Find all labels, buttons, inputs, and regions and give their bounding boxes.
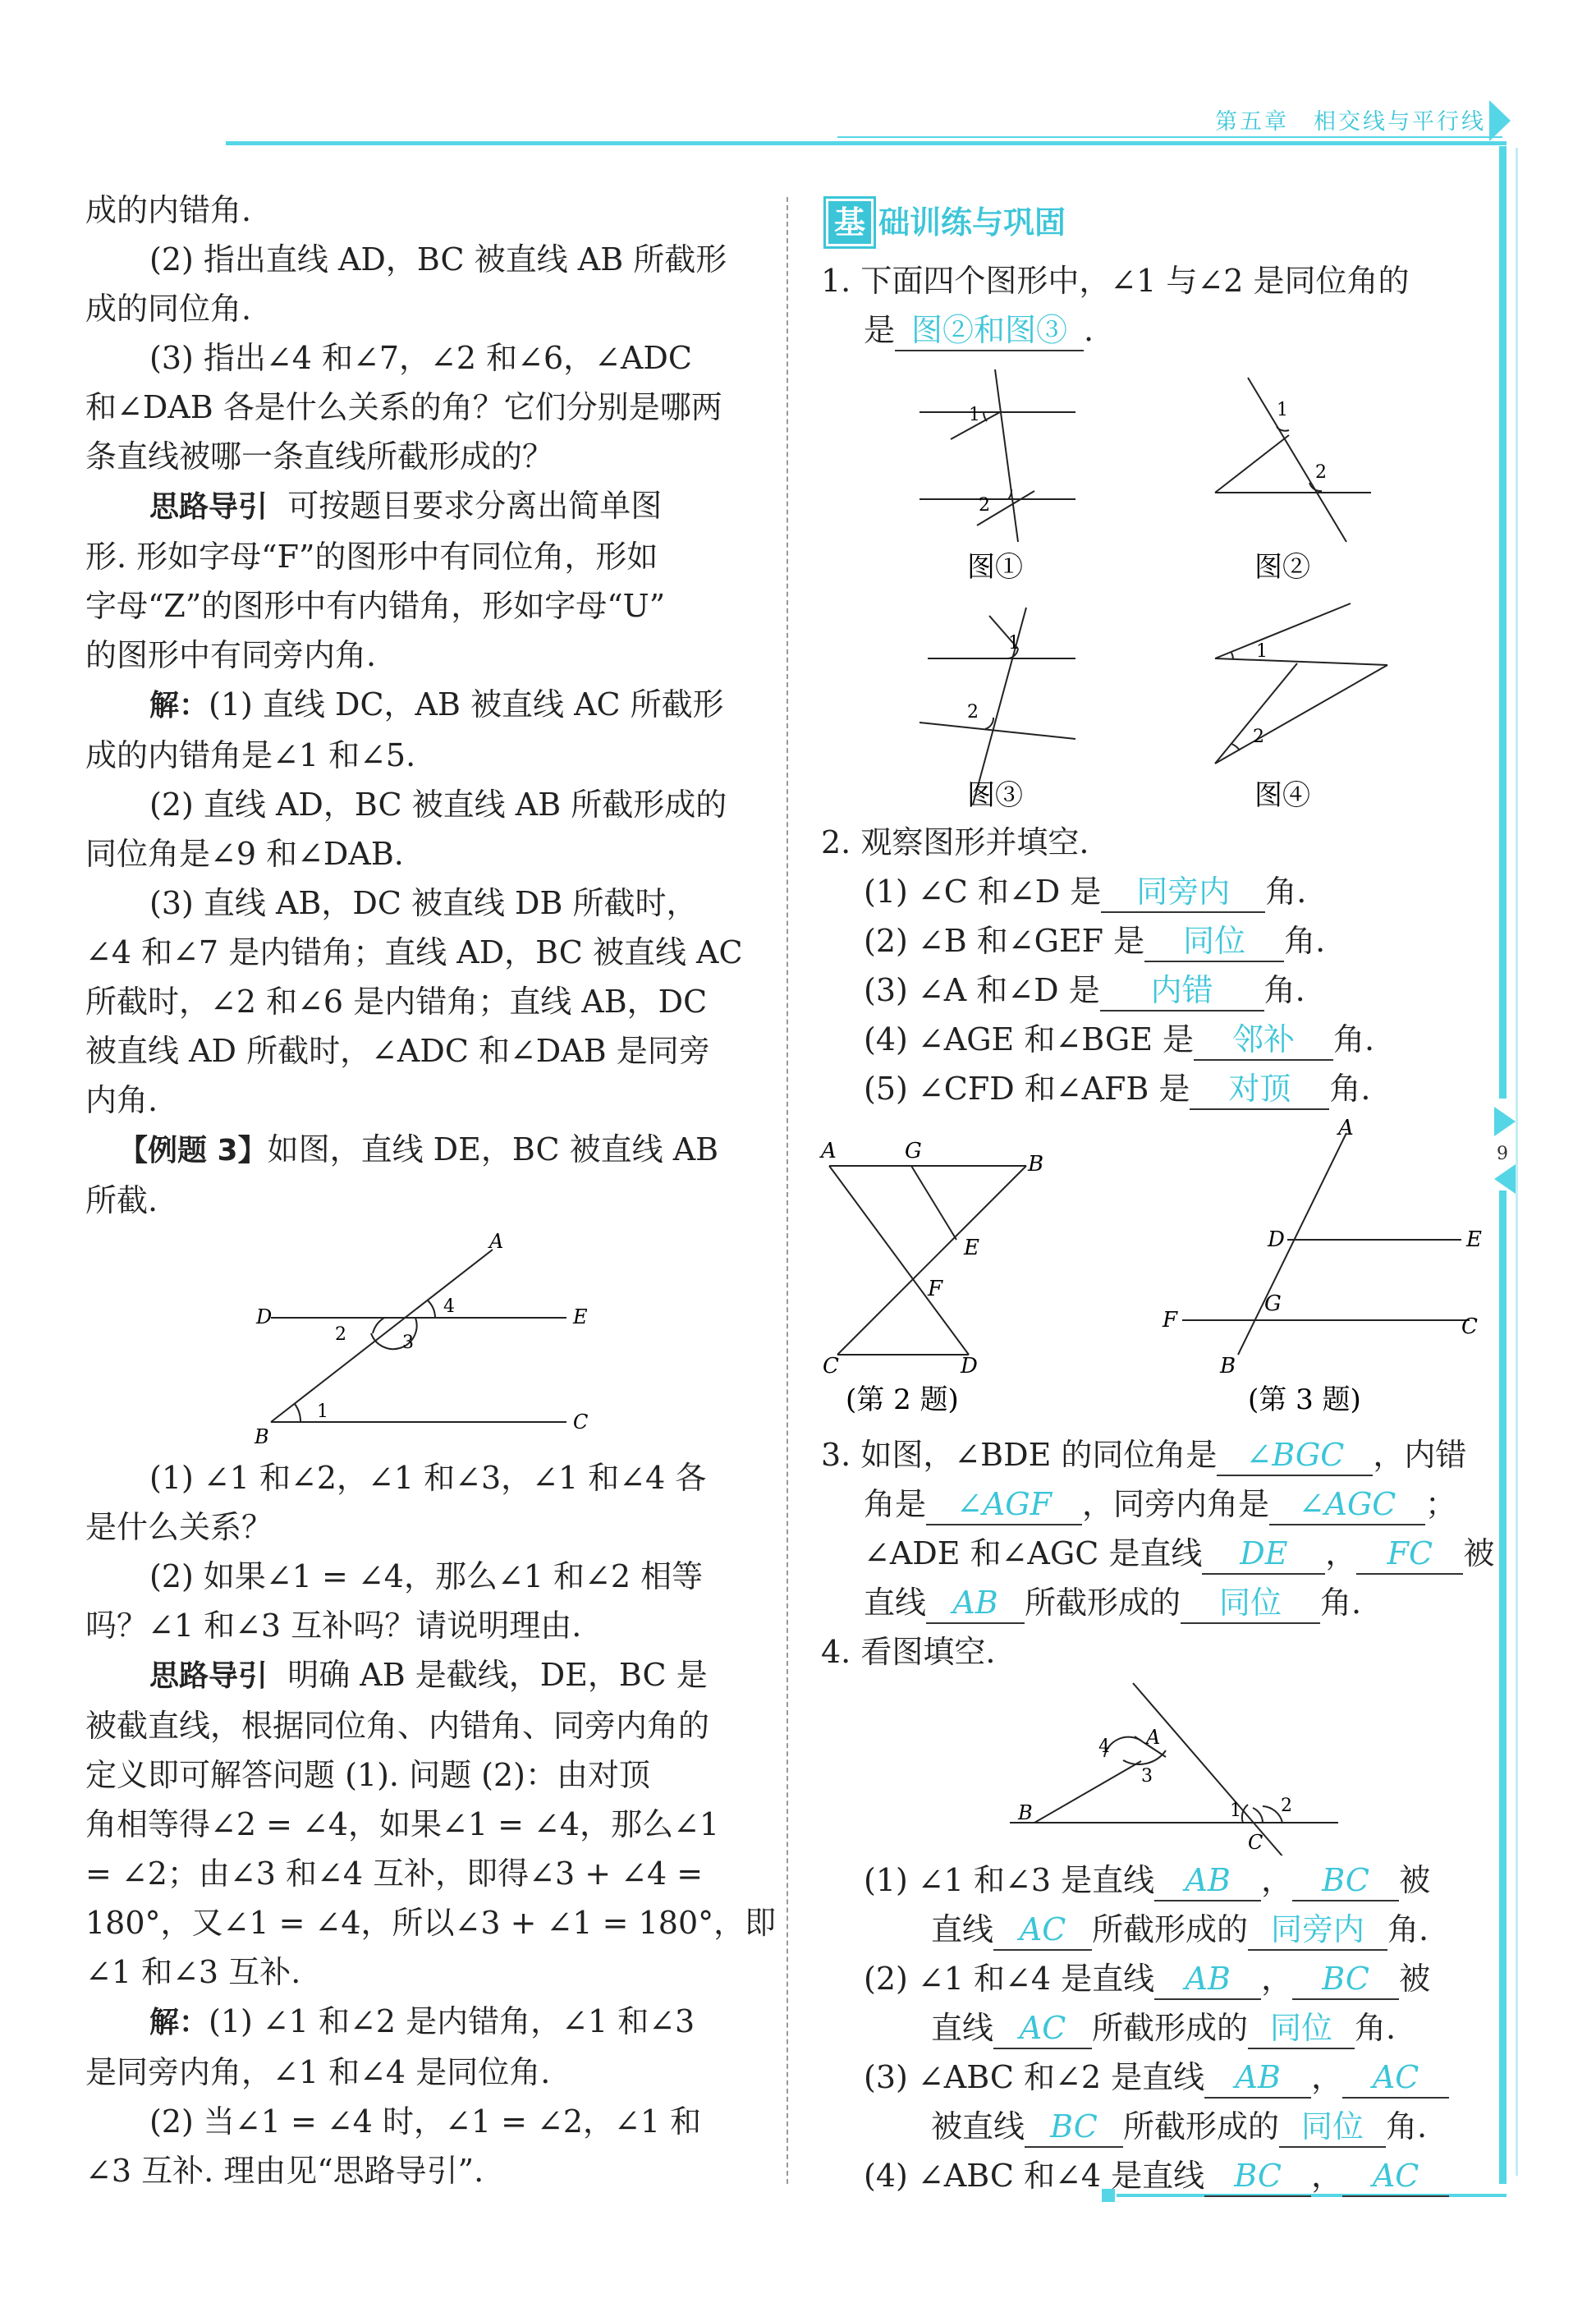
fill-item — [821, 1064, 1494, 1113]
text-line: 同位角是∠9 和∠DAB. — [85, 836, 404, 872]
point-label: C — [1248, 1831, 1264, 1854]
fig-line — [829, 1166, 969, 1355]
example3-figure — [246, 1232, 608, 1453]
fill-item — [821, 1856, 1494, 1905]
text: 直线 — [931, 2010, 994, 2046]
example-line — [85, 1125, 759, 1176]
answer-blank: AC — [993, 2008, 1092, 2049]
fill-item — [821, 1015, 1494, 1064]
point-label: C — [573, 1411, 589, 1434]
angle-label: 1 — [1277, 400, 1288, 420]
point-label: F — [928, 1277, 943, 1301]
text: ， — [1261, 1862, 1293, 1898]
fig-line — [1215, 663, 1297, 764]
angle-arc — [295, 1404, 300, 1422]
figure-caption: 图② — [1254, 551, 1310, 584]
angle-label: 1 — [1256, 641, 1268, 662]
problem1-figures — [903, 361, 1412, 821]
margin-bar — [1499, 1190, 1507, 2184]
text-line — [821, 1479, 1494, 1529]
answer-blank: AB — [1154, 1959, 1261, 2000]
angle-label: 1 — [317, 1401, 328, 1422]
answer-blank: 对顶 — [1190, 1069, 1329, 1110]
angle-label: 4 — [443, 1296, 455, 1317]
text-line: 成的同位角. — [85, 291, 252, 327]
point-label: F — [1163, 1308, 1178, 1333]
fill-item — [821, 1954, 1494, 2003]
fig-line — [837, 1166, 1026, 1355]
answer-blank: 同位 — [1181, 1583, 1320, 1624]
figure-3 — [920, 608, 1075, 812]
point-label: E — [964, 1236, 979, 1260]
text-line: ∠3 互补. 理由见“思路导引”. — [85, 2153, 484, 2189]
text: 3. 如图，∠BDE 的同位角是 — [821, 1437, 1218, 1473]
problem-1 — [821, 256, 1494, 355]
text: 被直线 — [931, 2108, 1025, 2145]
angle-arc — [1253, 1808, 1263, 1823]
answer-blank: ∠AGC — [1269, 1484, 1425, 1525]
left-column-lower — [85, 1453, 777, 2195]
text-line: 的图形中有同旁内角. — [85, 637, 377, 673]
text-line — [821, 1578, 1494, 1627]
answer-blank: 同位 — [1279, 2107, 1386, 2148]
text-line: 所截时，∠2 和∠6 是内错角；直线 AB，DC — [85, 984, 708, 1020]
angle-label: 2 — [1315, 462, 1327, 483]
example-label: 【例题 3】 — [118, 1134, 268, 1167]
text: (1) ∠C 和∠D 是 — [864, 874, 1102, 910]
header-arrow-icon — [1489, 100, 1511, 141]
answer-blank: AC — [1342, 2156, 1449, 2197]
text: ，内错 — [1373, 1437, 1467, 1473]
fill-item — [821, 867, 1494, 916]
fig-line — [1215, 603, 1351, 658]
text-line: 成的内错角. — [85, 192, 252, 228]
answer-blank: 内错 — [1100, 970, 1264, 1012]
hint-line — [85, 1650, 759, 1701]
text-line: (2) 直线 AD，BC 被直线 AB 所截形成的 — [149, 787, 727, 823]
hint-line — [85, 481, 759, 532]
answer-blank: 同位 — [1248, 2008, 1355, 2049]
point-label: D — [961, 1354, 978, 1378]
point-label: C — [1461, 1314, 1478, 1339]
angle-label: 3 — [402, 1333, 414, 1353]
point-label: B — [1028, 1152, 1044, 1177]
figure-caption: 图④ — [1254, 779, 1310, 812]
fig-line — [1215, 665, 1387, 764]
point-label: E — [573, 1305, 588, 1328]
answer-blank: 图②和图③ — [895, 310, 1084, 351]
text: 角. — [1264, 972, 1305, 1008]
hint-text: 可按题目要求分离出简单图 — [287, 488, 663, 524]
hint-text: 明确 AB 是截线，DE，BC 是 — [287, 1657, 708, 1693]
left-column — [85, 186, 759, 1225]
point-label: G — [905, 1139, 922, 1163]
problem4-figure — [1002, 1675, 1346, 1856]
point-label: D — [1268, 1227, 1285, 1252]
solution-text: (1) 直线 DC，AB 被直线 AC 所截形 — [209, 686, 724, 722]
text: . — [1084, 312, 1094, 348]
text-line: 被直线 AD 所截时，∠ADC 和∠DAB 是同旁 — [85, 1033, 710, 1069]
figure-caption: (第 2 题) — [846, 1383, 959, 1416]
answer-blank: BC — [1204, 2156, 1311, 2197]
angle-arc — [984, 412, 987, 421]
text: ， — [1325, 1535, 1357, 1571]
text-line: (2) 当∠1 = ∠4 时，∠1 = ∠2，∠1 和 — [149, 2103, 702, 2140]
answer-blank: BC — [1025, 2107, 1123, 2148]
text: 角. — [1387, 1911, 1429, 1947]
text: 被 — [1399, 1961, 1431, 1997]
header-rule-thin — [837, 136, 1502, 138]
text-line: 被截直线，根据同位角、内错角、同旁内角的 — [85, 1708, 710, 1744]
text-line: ∠4 和∠7 是内错角；直线 AD，BC 被直线 AC — [85, 934, 743, 970]
answer-blank: FC — [1356, 1534, 1463, 1575]
fig-line — [911, 1166, 956, 1240]
text-line: 是同旁内角，∠1 和∠4 是同位角. — [85, 2054, 551, 2090]
answer-blank: BC — [1292, 1959, 1399, 2000]
figure-caption: 图① — [967, 551, 1023, 584]
text: 所截形成的 — [1092, 1911, 1249, 1947]
point-label: A — [1338, 1117, 1354, 1140]
text-line: 是什么关系？ — [85, 1509, 273, 1545]
text: 直线 — [931, 1911, 994, 1947]
text-line: 所截. — [85, 1182, 158, 1218]
text: (4) ∠AGE 和∠BGE 是 — [864, 1021, 1195, 1057]
problem-4 — [821, 1856, 1494, 2200]
page-number: 9 — [1497, 1144, 1508, 1164]
text-line: (3) 指出∠4 和∠7，∠2 和∠6，∠ADC — [149, 340, 692, 376]
answer-blank: AC — [993, 1910, 1092, 1951]
text: 被 — [1463, 1535, 1495, 1571]
problem-3 — [821, 1430, 1494, 1677]
answer-blank: 同位 — [1144, 921, 1284, 962]
point-label: D — [256, 1305, 273, 1328]
text: 所截形成的 — [1123, 2108, 1280, 2145]
answer-blank: 同旁内 — [1248, 1910, 1387, 1951]
text: (5) ∠CFD 和∠AFB 是 — [864, 1071, 1190, 1107]
margin-bar — [1499, 146, 1507, 1099]
text: (2) ∠B 和∠GEF 是 — [864, 923, 1145, 959]
page-tab-icon — [1494, 1164, 1516, 1194]
point-label: B — [1018, 1801, 1033, 1824]
answer-blank: ∠AGF — [926, 1484, 1082, 1525]
text: 角. — [1329, 1071, 1371, 1107]
text: 角是 — [864, 1486, 927, 1522]
point-label: A — [1146, 1726, 1161, 1749]
text: ， — [1311, 2059, 1343, 2095]
fill-item — [821, 916, 1494, 966]
text-line: 角相等得∠2 = ∠4，如果∠1 = ∠4，那么∠1 — [85, 1806, 720, 1842]
text-line: (3) 直线 AB，DC 被直线 DB 所截时， — [149, 885, 698, 921]
angle-arc — [1008, 489, 1011, 499]
text: (3) ∠A 和∠D 是 — [864, 972, 1100, 1008]
text: (2) ∠1 和∠4 是直线 — [864, 1961, 1155, 1997]
text: 角. — [1265, 874, 1307, 910]
text: ， — [1311, 2158, 1343, 2194]
fill-item — [821, 2102, 1494, 2151]
angle-arc — [1231, 744, 1240, 750]
answer-blank: 邻补 — [1194, 1020, 1333, 1061]
text-line: 字母“Z”的图形中有内错角，形如字母“U” — [85, 588, 666, 624]
angle-label: 2 — [967, 702, 979, 722]
fill-item — [821, 2151, 1494, 2200]
figure-problem-3 — [1162, 1117, 1482, 1416]
fig-line — [1133, 1683, 1289, 1856]
fill-item — [821, 1905, 1494, 1954]
text-line: 和∠DAB 各是什么关系的角？它们分别是哪两 — [85, 389, 722, 425]
column-divider — [787, 197, 788, 2184]
fill-item — [821, 966, 1494, 1015]
problem2-3-figures — [813, 1117, 1494, 1429]
angle-label: 2 — [1281, 1796, 1292, 1816]
text: (3) ∠ABC 和∠2 是直线 — [864, 2059, 1205, 2095]
angle-label: 1 — [969, 405, 980, 425]
text: (1) ∠1 和∠3 是直线 — [864, 1862, 1155, 1898]
point-label: G — [1264, 1291, 1282, 1316]
figure-1 — [920, 369, 1075, 584]
text: ，同旁内角是 — [1082, 1486, 1270, 1522]
text: 角. — [1355, 2010, 1396, 2046]
text: (4) ∠ABC 和∠4 是直线 — [864, 2158, 1205, 2194]
text: 被 — [1399, 1862, 1431, 1898]
problem-2 — [821, 818, 1494, 1113]
text: 角. — [1320, 1585, 1362, 1621]
figure-caption: 图③ — [967, 779, 1023, 812]
page-tab-icon — [1494, 1107, 1516, 1136]
angle-arc — [373, 1318, 384, 1333]
text-line: = ∠2；由∠3 和∠4 互补，即得∠3 + ∠4 = — [85, 1856, 704, 1892]
text-line: 2. 观察图形并填空. — [821, 824, 1089, 860]
angle-label: 1 — [1230, 1801, 1241, 1821]
text: 是 — [864, 312, 896, 348]
solution-line — [85, 680, 759, 731]
point-label: E — [1466, 1227, 1482, 1252]
angle-arc — [428, 1300, 435, 1318]
answer-blank: BC — [1292, 1860, 1399, 1901]
answer-blank: 同旁内 — [1101, 872, 1265, 913]
line-AB — [271, 1250, 493, 1422]
text-line: 吗？∠1 和∠3 互补吗？请说明理由. — [85, 1608, 582, 1644]
figure-problem-2 — [819, 1139, 1043, 1416]
answer-blank: AC — [1342, 2057, 1449, 2099]
fig-line — [1238, 1133, 1346, 1355]
fig-line — [1215, 435, 1289, 493]
point-label: B — [1220, 1354, 1236, 1378]
answer-blank: AB — [1154, 1860, 1261, 1901]
text-line: ∠1 和∠3 互补. — [85, 1954, 301, 1990]
text-line: 形. 形如字母“F”的图形中有同位角，形如 — [85, 539, 658, 575]
figure-2 — [1215, 378, 1371, 584]
text-line — [821, 1430, 1494, 1479]
answer-blank: AB — [1204, 2057, 1311, 2099]
figure-caption: (第 3 题) — [1248, 1383, 1361, 1416]
fig-line — [995, 369, 1018, 542]
solution-label: 解： — [149, 689, 209, 722]
angle-label: 4 — [1098, 1736, 1110, 1757]
point-label: A — [821, 1139, 837, 1163]
hint-label: 思路导引 — [149, 490, 268, 524]
text: ， — [1261, 1961, 1293, 1997]
text: ∠ADE 和∠AGC 是直线 — [864, 1535, 1203, 1571]
fill-item — [821, 2003, 1494, 2053]
angle-label: 2 — [979, 495, 990, 516]
angle-label: 2 — [335, 1324, 346, 1345]
angle-label: 2 — [1253, 727, 1264, 747]
fig-line — [1215, 658, 1387, 665]
point-label: B — [255, 1425, 269, 1448]
fig-line — [1248, 378, 1346, 542]
text: 所截形成的 — [1025, 1585, 1181, 1621]
point-label: A — [489, 1232, 504, 1253]
text-line: (2) 如果∠1 = ∠4，那么∠1 和∠2 相等 — [149, 1558, 704, 1594]
solution-text: (1) ∠1 和∠2 是内错角，∠1 和∠3 — [209, 2003, 695, 2039]
hint-label: 思路导引 — [149, 1659, 268, 1693]
text: 角. — [1284, 923, 1326, 959]
fig-line — [920, 722, 1075, 739]
header-rule — [226, 141, 1507, 145]
text-line: 1. 下面四个图形中，∠1 与∠2 是同位角的 — [821, 263, 1410, 299]
margin-bar-thin — [1516, 148, 1518, 2176]
angle-label: 1 — [1008, 633, 1020, 654]
section-badge: 基 — [826, 199, 874, 246]
fill-item — [821, 2053, 1494, 2102]
text-line — [821, 305, 1494, 355]
text: 角. — [1333, 1021, 1375, 1057]
answer-blank: ∠BGC — [1217, 1435, 1373, 1476]
text: ； — [1425, 1486, 1457, 1522]
text-line: (2) 指出直线 AD，BC 被直线 AB 所截形 — [149, 241, 727, 278]
text-line: 180°，又∠1 = ∠4，所以∠3 + ∠1 = 180°，即 — [85, 1905, 777, 1941]
text-line: (1) ∠1 和∠2，∠1 和∠3，∠1 和∠4 各 — [149, 1460, 707, 1496]
angle-arc — [985, 718, 993, 729]
angle-label: 3 — [1141, 1766, 1153, 1787]
answer-blank: AB — [926, 1583, 1025, 1624]
text: 角. — [1386, 2108, 1428, 2145]
section-title-text: 础训练与巩固 — [878, 204, 1066, 241]
example-text: 如图，直线 DE，BC 被直线 AB — [267, 1131, 719, 1167]
text-line: 定义即可解答问题 (1). 问题 (2)：由对顶 — [85, 1757, 650, 1793]
angle-arc — [1263, 1806, 1282, 1823]
figure-4 — [1215, 603, 1387, 812]
text-line: 内角. — [85, 1082, 158, 1118]
text: 直线 — [864, 1585, 927, 1621]
text: 所截形成的 — [1092, 2010, 1249, 2046]
fig-line — [1034, 1761, 1141, 1823]
solution-line — [85, 1997, 759, 2048]
chapter-title: 第五章 相交线与平行线 — [1215, 109, 1486, 135]
point-label: C — [823, 1354, 839, 1378]
solution-label: 解： — [149, 2006, 209, 2039]
text-line — [821, 1529, 1494, 1578]
answer-blank: DE — [1202, 1534, 1325, 1575]
text-line: 条直线被哪一条直线所截形成的？ — [85, 438, 554, 475]
text-line: 成的内错角是∠1 和∠5. — [85, 737, 416, 773]
section-title — [826, 197, 1066, 246]
text-line: 4. 看图填空. — [821, 1634, 996, 1670]
